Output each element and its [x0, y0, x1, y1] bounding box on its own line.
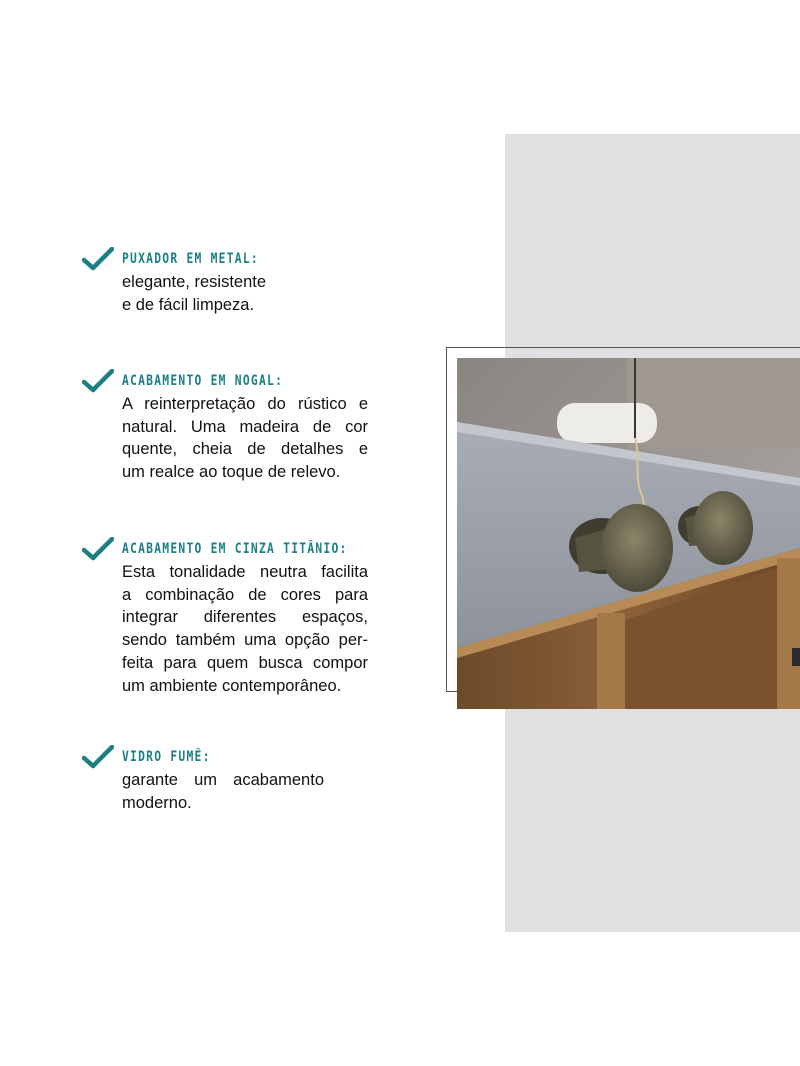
description-line: integrar diferentes espaços, [122, 608, 368, 627]
description-line: natural. Uma madeira de cor [122, 417, 368, 436]
description-line: quente, cheia de detalhes e [122, 440, 368, 459]
check-icon [82, 745, 114, 769]
description-line: sendo também uma opção per- [122, 631, 368, 650]
feature-title: PUXADOR EM METAL: [122, 251, 259, 267]
description-line: garante um acabamento [122, 771, 324, 789]
feature-description [122, 393, 368, 484]
description-line: um realce ao toque de relevo. [122, 463, 341, 482]
feature-title: VIDRO FUMÊ: [122, 749, 211, 765]
product-photo-knobs [457, 358, 800, 709]
description-line: a combinação de cores para [122, 585, 368, 604]
feature-description [122, 561, 368, 697]
description-line: um ambiente contemporâneo. [122, 676, 342, 695]
check-icon [82, 369, 114, 393]
description-line: Esta tonalidade neutra facilita [122, 563, 368, 581]
feature-description [122, 769, 368, 814]
description-line: feita para quem busca compor [122, 653, 368, 672]
check-icon [82, 247, 114, 271]
description-line: e de fácil limpeza. [122, 295, 255, 314]
feature-title: ACABAMENTO EM CINZA TITÂNIO: [122, 541, 348, 557]
description-line: elegante, resistente [122, 273, 267, 291]
description-line: moderno. [122, 793, 192, 812]
description-line: A reinterpretação do rústico e [122, 395, 368, 413]
feature-title: ACABAMENTO EM NOGAL: [122, 373, 284, 389]
check-icon [82, 537, 114, 561]
feature-description [122, 271, 368, 316]
